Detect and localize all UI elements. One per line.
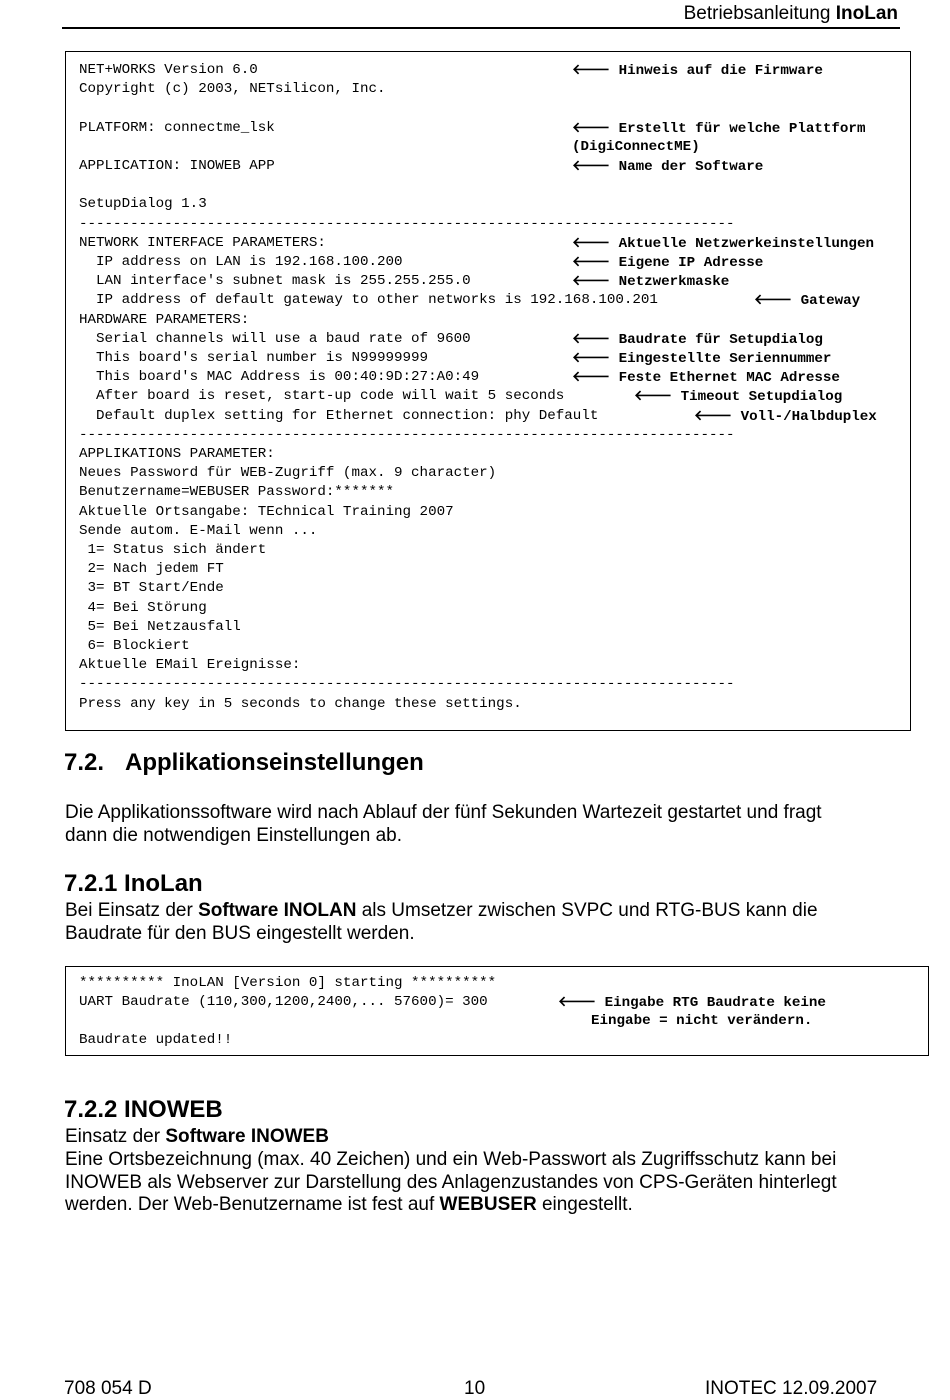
console-annotation (572, 139, 700, 155)
console-line: ********** InoLAN [Version 0] starting ********** (79, 975, 497, 991)
arrow-left-icon: 🡐 (634, 388, 673, 405)
console-line: Baudrate updated!! (79, 1032, 233, 1048)
console-line: Default duplex setting for Ethernet connection: phy Default (79, 407, 599, 424)
console-line: NET+WORKS Version 6.0 (79, 62, 258, 78)
setup-dialog-console (65, 51, 911, 731)
header-rule (62, 27, 900, 29)
header-product: InoLan (835, 3, 898, 24)
console-annotation (572, 235, 874, 252)
header-prefix: Betriebsanleitung (683, 3, 836, 24)
console-line: Neues Password für WEB-Zugriff (max. 9 character) (79, 465, 497, 482)
arrow-left-icon: 🡐 (572, 158, 611, 174)
console-line: Press any key in 5 seconds to change these settings. (79, 695, 522, 712)
arrow-left-icon: 🡐 (572, 273, 611, 290)
annotation-text: Timeout Setupdialog (680, 389, 843, 406)
annotation-text: Eingestellte Seriennummer (618, 351, 832, 367)
arrow-left-icon: 🡐 (572, 62, 611, 78)
text-run-bold: WEBUSER (439, 1194, 537, 1215)
text-run: Einsatz der (65, 1126, 166, 1147)
annotation-text: (DigiConnectME) (572, 138, 700, 155)
annotation-text: Netzwerkmaske (618, 274, 730, 291)
annotation-text: Name der Software (618, 159, 764, 175)
text-run: als Umsetzer zwischen SVPC und RTG-BUS kann die (356, 900, 818, 921)
section-7-2-2-heading: 7.2.2 INOWEB (64, 1096, 223, 1123)
console-line: 4= Bei Störung (79, 599, 207, 616)
section-7-2-2-paragraph-line-4 (65, 1193, 633, 1216)
annotation-text: Eingabe = nicht verändern. (591, 1013, 813, 1029)
text-run: Bei Einsatz der (65, 900, 199, 921)
text-run-bold: Software INOWEB (165, 1126, 329, 1147)
arrow-left-icon: 🡐 (572, 234, 611, 251)
console-line: After board is reset, start-up code will wait 5 seconds (79, 388, 565, 405)
section-7-2-1-paragraph-line-1 (65, 899, 818, 922)
arrow-left-icon: 🡐 (572, 369, 611, 386)
section-7-2-2-paragraph-line-3: INOWEB als Webserver zur Darstellung des Anlagenzustandes von CPS-Geräten hinterlegt (65, 1172, 837, 1193)
arrow-left-icon: 🡐 (694, 407, 733, 424)
console-line: HARDWARE PARAMETERS: (79, 311, 250, 328)
arrow-left-icon: 🡐 (572, 254, 611, 270)
console-line: IP address on LAN is 192.168.100.200 (79, 254, 403, 270)
annotation-text: Erstellt für welche Plattform (618, 120, 866, 137)
console-annotation (572, 62, 823, 79)
console-line: IP address of default gateway to other networks is 192.168.100.201 (79, 292, 658, 309)
console-annotation (572, 369, 840, 386)
section-number: 7.2. (64, 749, 105, 776)
console-line: APPLICATION: INOWEB APP (79, 158, 275, 174)
console-annotation (591, 1013, 812, 1029)
section-7-2-1-paragraph-line-2: Baudrate für den BUS eingestellt werden. (65, 923, 415, 944)
console-annotation (572, 120, 865, 137)
annotation-text: Aktuelle Netzwerkeinstellungen (618, 235, 874, 252)
console-line: ----------------------------------------------------------------------------- (79, 426, 735, 443)
annotation-text: Gateway (800, 293, 861, 310)
console-line: ----------------------------------------------------------------------------- (79, 676, 735, 693)
console-annotation (572, 350, 831, 367)
console-line: UART Baudrate (110,300,1200,2400,... 57600)= 300 (79, 994, 488, 1010)
section-7-2-paragraph-line-1: Die Applikationssoftware wird nach Ablauf der fünf Sekunden Wartezeit gestartet und fragt (65, 802, 822, 823)
annotation-text: Hinweis auf die Firmware (618, 63, 823, 79)
section-7-2-heading (64, 749, 424, 777)
console-annotation (572, 158, 763, 175)
console-line: PLATFORM: connectme_lsk (79, 119, 275, 136)
page-header-title (684, 3, 898, 25)
console-line: Serial channels will use a baud rate of 9600 (79, 330, 471, 347)
console-line: Sende autom. E-Mail wenn ... (79, 522, 318, 539)
console-annotation (558, 994, 826, 1011)
section-7-2-2-paragraph-line-1 (65, 1125, 329, 1148)
console-line: Aktuelle EMail Ereignisse: (79, 657, 301, 674)
annotation-text: Feste Ethernet MAC Adresse (618, 370, 840, 387)
annotation-text: Eigene IP Adresse (618, 255, 764, 271)
footer-company-date: INOTEC 12.09.2007 (705, 1378, 878, 1399)
annotation-text: Voll-/Halbduplex (740, 408, 877, 425)
section-title: Applikationseinstellungen (125, 749, 424, 776)
console-line: Benutzername=WEBUSER Password:******* (79, 484, 395, 501)
inolan-console (65, 966, 929, 1056)
console-line: LAN interface's subnet mask is 255.255.255.0 (79, 273, 471, 290)
console-line: NETWORK INTERFACE PARAMETERS: (79, 234, 326, 251)
arrow-left-icon: 🡐 (572, 350, 611, 366)
console-line: APPLIKATIONS PARAMETER: (79, 446, 275, 462)
console-annotation (572, 331, 823, 348)
console-line: 2= Nach jedem FT (79, 561, 224, 578)
console-annotation (572, 254, 763, 271)
console-annotation (634, 388, 842, 405)
section-7-2-2-paragraph-line-2: Eine Ortsbezeichnung (max. 40 Zeichen) und ein Web-Passwort als Zugriffsschutz kann bei (65, 1149, 837, 1170)
annotation-text: Eingabe RTG Baudrate keine (604, 995, 826, 1011)
footer-doc-number: 708 054 D (64, 1378, 152, 1399)
annotation-text: Baudrate für Setupdialog (618, 331, 823, 348)
arrow-left-icon: 🡐 (754, 292, 793, 309)
console-line: Copyright (c) 2003, NETsilicon, Inc. (79, 81, 386, 98)
console-annotation (572, 273, 729, 290)
text-run: eingestellt. (536, 1194, 633, 1215)
section-7-2-1-heading: 7.2.1 InoLan (64, 870, 203, 897)
console-line: This board's MAC Address is 00:40:9D:27:A0:49 (79, 369, 480, 386)
text-run: werden. Der Web-Benutzername ist fest auf (65, 1194, 440, 1215)
arrow-left-icon: 🡐 (558, 994, 597, 1010)
console-line: This board's serial number is N99999999 (79, 350, 429, 366)
console-line: SetupDialog 1.3 (79, 196, 207, 213)
console-line: 6= Blockiert (79, 638, 190, 654)
arrow-left-icon: 🡐 (572, 330, 611, 347)
text-run-bold: Software INOLAN (198, 900, 357, 921)
console-line: Aktuelle Ortsangabe: TEchnical Training 2007 (79, 503, 454, 520)
console-line: 3= BT Start/Ende (79, 580, 224, 597)
console-line: 1= Status sich ändert (79, 542, 267, 558)
console-annotation (754, 292, 860, 309)
console-line: 5= Bei Netzausfall (79, 618, 241, 635)
console-annotation (694, 408, 877, 425)
arrow-left-icon: 🡐 (572, 119, 611, 136)
footer-page-number: 10 (464, 1378, 486, 1399)
section-7-2-paragraph-line-2: dann die notwendigen Einstellungen ab. (65, 825, 402, 846)
console-line: ----------------------------------------------------------------------------- (79, 215, 735, 232)
